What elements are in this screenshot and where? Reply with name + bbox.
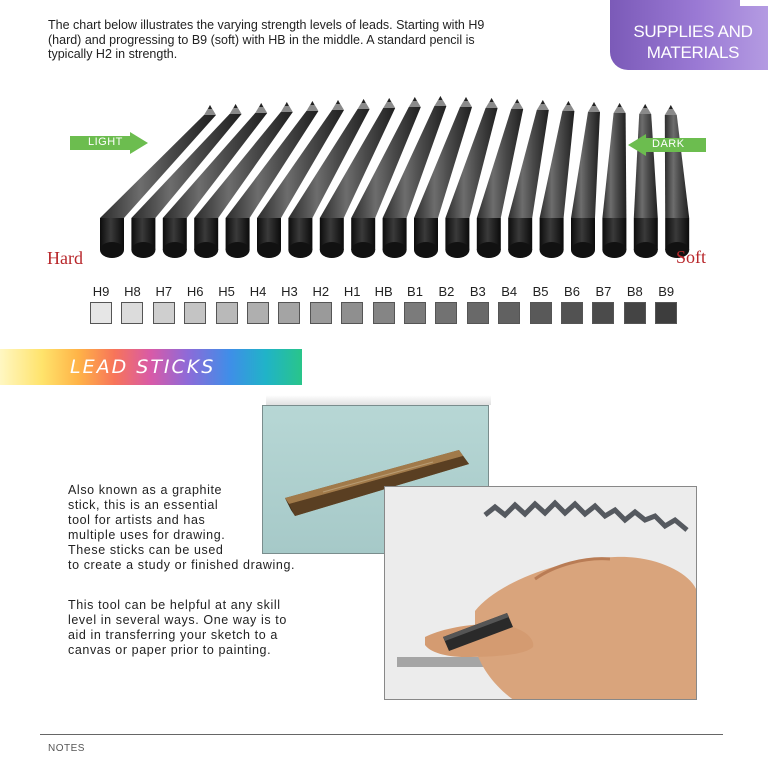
grade-label-h4: H4	[249, 284, 267, 299]
photo-shadow	[266, 395, 491, 405]
grade-swatch-b2	[435, 302, 457, 324]
grade-swatch-h3	[278, 302, 300, 324]
dark-label: DARK	[652, 138, 685, 150]
grade-label-b5: B5	[532, 284, 549, 299]
grade-label-b2: B2	[438, 284, 455, 299]
light-label: LIGHT	[88, 136, 123, 148]
grade-label-b8: B8	[626, 284, 643, 299]
grade-swatch-b1	[404, 302, 426, 324]
grade-swatch-h4	[247, 302, 269, 324]
paragraph-line: Also known as a graphite	[68, 483, 223, 497]
paragraph-line: aid in transferring your sketch to a	[68, 628, 278, 642]
grade-label-b9: B9	[658, 284, 675, 299]
section-tab	[610, 0, 768, 70]
grade-swatch-b7	[592, 302, 614, 324]
section-tab-label	[624, 21, 762, 63]
grade-label-b6: B6	[564, 284, 580, 299]
section-banner	[0, 349, 302, 385]
paragraph-line: stick, this is an essential	[68, 498, 219, 512]
paragraph-line: This tool can be helpful at any skill	[68, 598, 281, 612]
grade-label-h1: H1	[343, 284, 361, 299]
grade-swatch-b5	[530, 302, 552, 324]
grade-label-h3: H3	[281, 284, 298, 299]
pencils-illustration	[80, 80, 700, 285]
dark-arrow	[626, 134, 706, 156]
pencil-b6	[571, 102, 600, 258]
tab-corner-decoration	[740, 0, 768, 6]
grade-label-h9: H9	[92, 284, 110, 299]
grade-label-h6: H6	[186, 284, 204, 299]
grade-label-b4: B4	[501, 284, 518, 299]
grade-swatch-b9	[655, 302, 677, 324]
paragraph-line: tool for artists and has	[68, 513, 206, 527]
hand-drawing-photo	[384, 486, 697, 700]
intro-line-1: The chart below illustrates the varying strength levels of leads. Starting with H9	[48, 18, 485, 32]
grade-swatch-h9	[90, 302, 112, 324]
paragraph-2	[68, 598, 368, 658]
intro-line-2: (hard) and progressing to B9 (soft) with HB in the middle. A standard pencil is	[48, 32, 475, 47]
grade-label-h2: H2	[312, 284, 330, 299]
paragraph-line: level in several ways. One way is to	[68, 613, 287, 627]
paragraph-line: canvas or paper prior to painting.	[68, 643, 272, 657]
notes-label: NOTES	[48, 743, 85, 754]
grade-swatch-h8	[121, 302, 143, 324]
soft-label: Soft	[676, 247, 707, 267]
pencil-b7	[602, 103, 626, 258]
section-title: LEAD STICKS	[70, 356, 216, 378]
grade-swatch-h1	[341, 302, 363, 324]
intro-line-3: typically H2 in strength.	[48, 47, 178, 61]
grade-swatch-h5	[216, 302, 238, 324]
grade-swatch-h2	[310, 302, 332, 324]
paragraph-line: to create a study or finished drawing.	[68, 558, 296, 572]
grade-swatch-h7	[153, 302, 175, 324]
section-tab-line-1: SUPPLIES AND	[633, 22, 753, 41]
grade-swatch-b3	[467, 302, 489, 324]
grade-label-b1: B1	[407, 284, 423, 299]
grade-label-hb: HB	[374, 284, 393, 299]
grade-swatch-b6	[561, 302, 583, 324]
grade-label-h8: H8	[124, 284, 141, 299]
pencil-b9	[665, 105, 689, 258]
grade-label-b3: B3	[469, 284, 486, 299]
paragraph-1	[68, 483, 368, 573]
footer-divider	[40, 734, 723, 735]
grade-swatch-hb	[373, 302, 395, 324]
grade-label-h5: H5	[218, 284, 235, 299]
intro-paragraph	[48, 18, 588, 62]
grade-swatch-b8	[624, 302, 646, 324]
section-tab-line-2: MATERIALS	[646, 43, 740, 62]
grade-swatch-h6	[184, 302, 206, 324]
grade-swatch-b4	[498, 302, 520, 324]
paragraph-line: These sticks can be used	[68, 543, 224, 557]
grade-label-h7: H7	[155, 284, 173, 299]
hard-label: Hard	[47, 248, 83, 268]
pencil-b8	[634, 104, 658, 258]
grade-label-b7: B7	[595, 284, 612, 299]
light-arrow	[70, 132, 150, 154]
paragraph-line: multiple uses for drawing.	[68, 528, 226, 542]
